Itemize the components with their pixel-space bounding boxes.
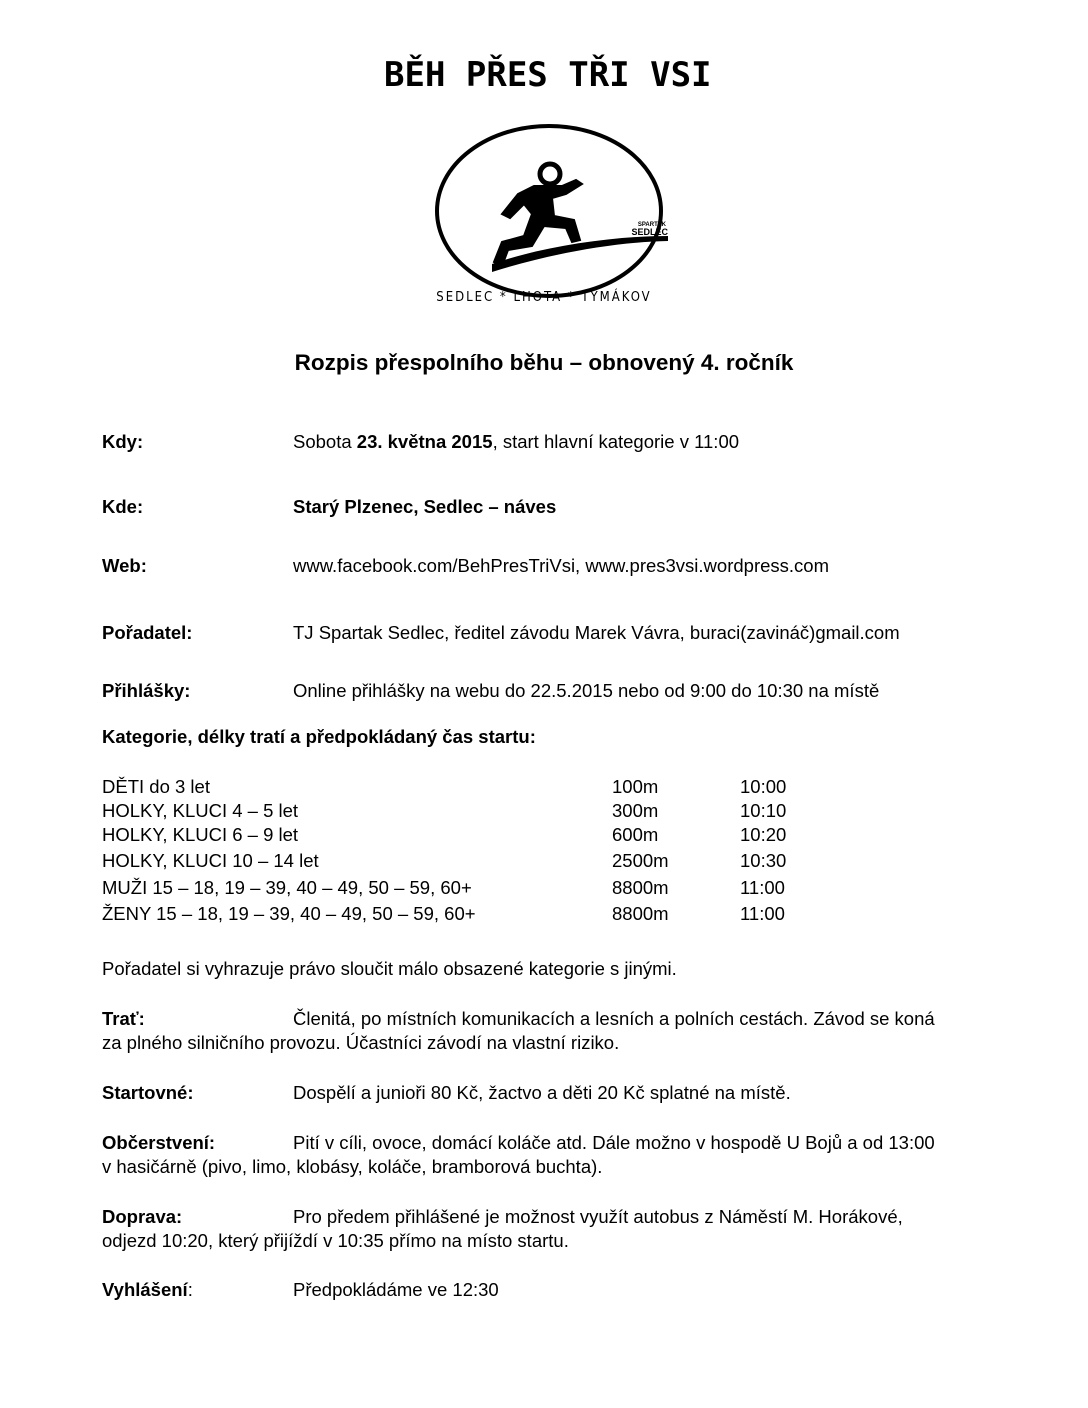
vyhlaseni-section: Vyhlášení: Předpokládáme ve 12:30 (102, 1279, 499, 1300)
doprava-label: Doprava: (102, 1206, 183, 1227)
startovne-section (102, 1081, 992, 1105)
web-label: Web: (102, 555, 147, 576)
doprava-line2: odjezd 10:20, který přijíždí v 10:35 přímo na místo startu. (102, 1230, 569, 1251)
logo-badge: SEDLEC (631, 227, 668, 237)
kdy-label: Kdy: (102, 431, 144, 452)
trat-label: Trať: (102, 1008, 145, 1029)
doprava-line1: Pro předem přihlášené je možnost využít autobus z Náměstí M. Horákové, (293, 1206, 903, 1227)
startovne-value: Dospělí a junioři 80 Kč, žactvo a děti 20 Kč splatné na místě. (293, 1082, 791, 1103)
prihlasky-value: Online přihlášky na webu do 22.5.2015 nebo od 9:00 do 10:30 na místě (293, 680, 880, 701)
note: Pořadatel si vyhrazuje právo sloučit málo obsazené kategorie s jinými. (102, 958, 677, 979)
prihlasky-label: Přihlášky: (102, 680, 191, 701)
obcerstveni-line1: Pití v cíli, ovoce, domácí koláče atd. Dále možno v hospodě U Bojů a od 13:00 (293, 1132, 935, 1153)
startovne-label: Startovné: (102, 1082, 194, 1103)
trat-line2: za plného silničního provozu. Účastníci závodí na vlastní riziko. (102, 1032, 620, 1053)
obcerstveni-line2: v hasičárně (pivo, limo, klobásy, koláče, bramborová buchta). (102, 1156, 603, 1177)
vyhlaseni-value: Předpokládáme ve 12:30 (293, 1279, 499, 1300)
doprava-section (102, 1205, 992, 1253)
page-title: Rozpis přespolního běhu – obnovený 4. ročník (294, 350, 794, 375)
categories-heading: Kategorie, délky tratí a předpokládaný čas startu: (102, 726, 536, 747)
trat-line1: Členitá, po místních komunikacích a lesních a polních cestách. Závod se koná (293, 1008, 935, 1029)
logo-tagline: SEDLEC * LHOTA * TYMÁKOV (436, 290, 652, 305)
vyhlaseni-label: Vyhlášení (102, 1279, 188, 1300)
kde-label: Kde: (102, 496, 144, 517)
kdy-date: 23. května 2015 (356, 431, 493, 452)
trat-section (102, 1007, 992, 1055)
logo-badge-small: SPARTAK (637, 222, 666, 228)
kde-value: Starý Plzenec, Sedlec – náves (293, 496, 557, 517)
obcerstveni-section (102, 1131, 992, 1179)
obcerstveni-label: Občerstvení: (102, 1132, 216, 1153)
race-logo (384, 55, 712, 314)
poradatel-value: TJ Spartak Sedlec, ředitel závodu Marek Vávra, buraci(zavináč)gmail.com (293, 622, 900, 643)
logo-arc-text: BĚH PŘES TŘI VSI (384, 55, 712, 95)
poradatel-label: Pořadatel: (102, 622, 193, 643)
web-value: www.facebook.com/BehPresTriVsi, www.pres3vsi.wordpress.com (293, 555, 829, 576)
kdy-value: Sobota 23. května 2015, start hlavní kategorie v 11:00 (293, 431, 740, 452)
